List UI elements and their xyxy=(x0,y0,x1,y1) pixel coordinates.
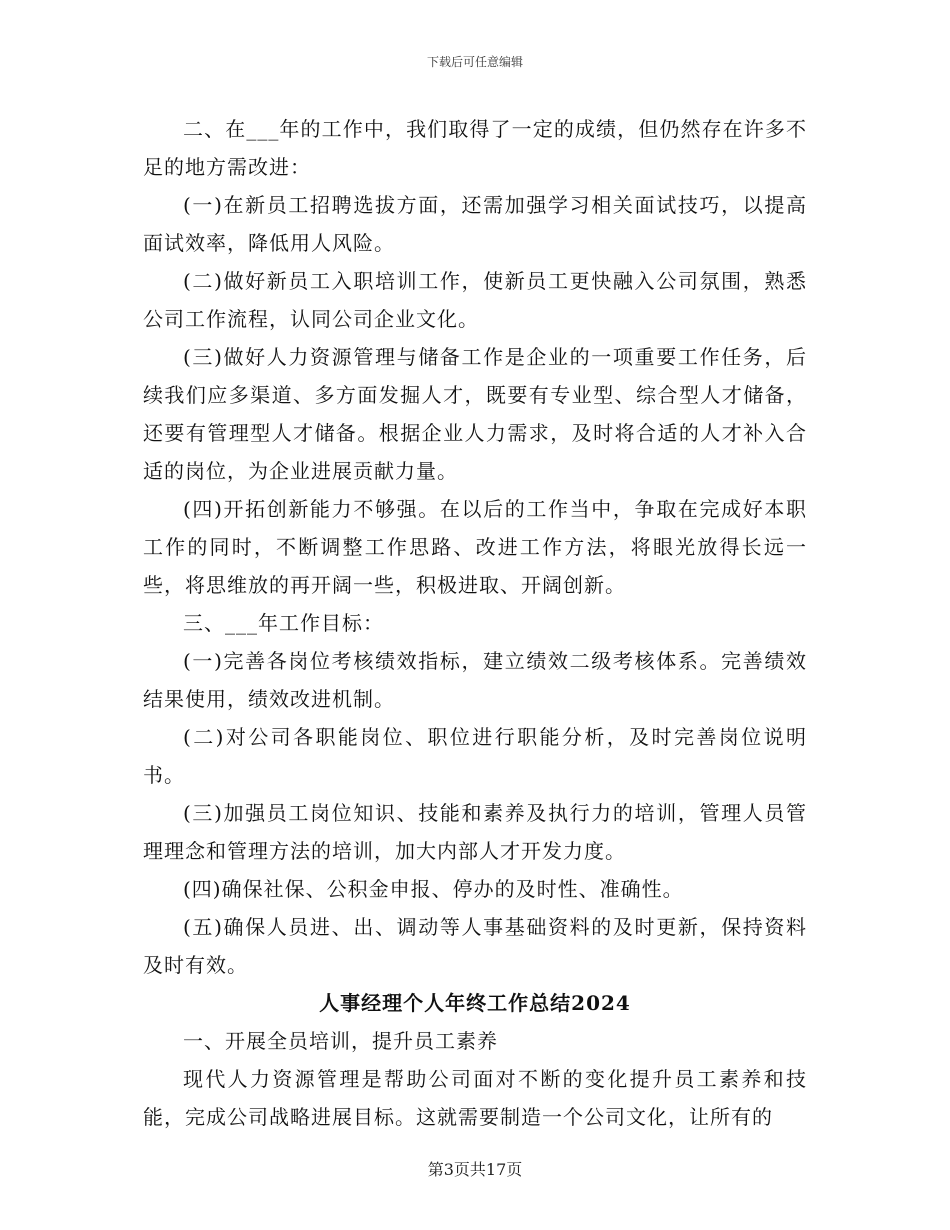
header-note: 下载后可任意编辑 xyxy=(426,55,523,69)
paragraph: (二)对公司各职能岗位、职位进行职能分析，及时完善岗位说明书。 xyxy=(143,725,807,787)
document-body xyxy=(143,110,807,1136)
paragraph: (四)开拓创新能力不够强。在以后的工作当中，争取在完成好本职工作的同时，不断调整工作思路、改进工作方法，将眼光放得长远一些，将思维放的再开阔一些，积极进取、开阔创新。 xyxy=(143,497,807,597)
paragraph: (三)加强员工岗位知识、技能和素养及执行力的培训，管理人员管理理念和管理方法的培训，加大内部人才开发力度。 xyxy=(143,801,807,863)
paragraph: 二、在___年的工作中，我们取得了一定的成绩，但仍然存在许多不足的地方需改进： xyxy=(143,117,807,179)
page-number: 第3页共17页 xyxy=(427,1160,523,1179)
paragraph: (五)确保人员进、出、调动等人事基础资料的及时更新，保持资料及时有效。 xyxy=(143,915,807,977)
section-heading: 三、___年工作目标： xyxy=(183,611,384,635)
paragraph: (二)做好新员工入职培训工作，使新员工更快融入公司氛围，熟悉公司工作流程，认同公司企业文化。 xyxy=(143,269,807,331)
document-title: 人事经理个人年终工作总结2024 xyxy=(319,991,631,1015)
paragraph: (一)在新员工招聘选拔方面，还需加强学习相关面试技巧，以提高面试效率，降低用人风险。 xyxy=(143,193,807,255)
paragraph: (一)完善各岗位考核绩效指标，建立绩效二级考核体系。完善绩效结果使用，绩效改进机制。 xyxy=(143,649,807,711)
paragraph: (三)做好人力资源管理与储备工作是企业的一项重要工作任务，后续我们应多渠道、多方面发掘人才，既要有专业型、综合型人才储备，还要有管理型人才储备。根据企业人力需求，及时将合适的人才补入合适的岗位，为企业进展贡献力量。 xyxy=(143,345,807,483)
paragraph: (四)确保社保、公积金申报、停办的及时性、准确性。 xyxy=(183,877,684,901)
paragraph: 现代人力资源管理是帮助公司面对不断的变化提升员工素养和技能，完成公司战略进展目标。这就需要制造一个公司文化，让所有的 xyxy=(143,1067,807,1129)
subsection-heading: 一、开展全员培训，提升员工素养 xyxy=(183,1029,498,1053)
